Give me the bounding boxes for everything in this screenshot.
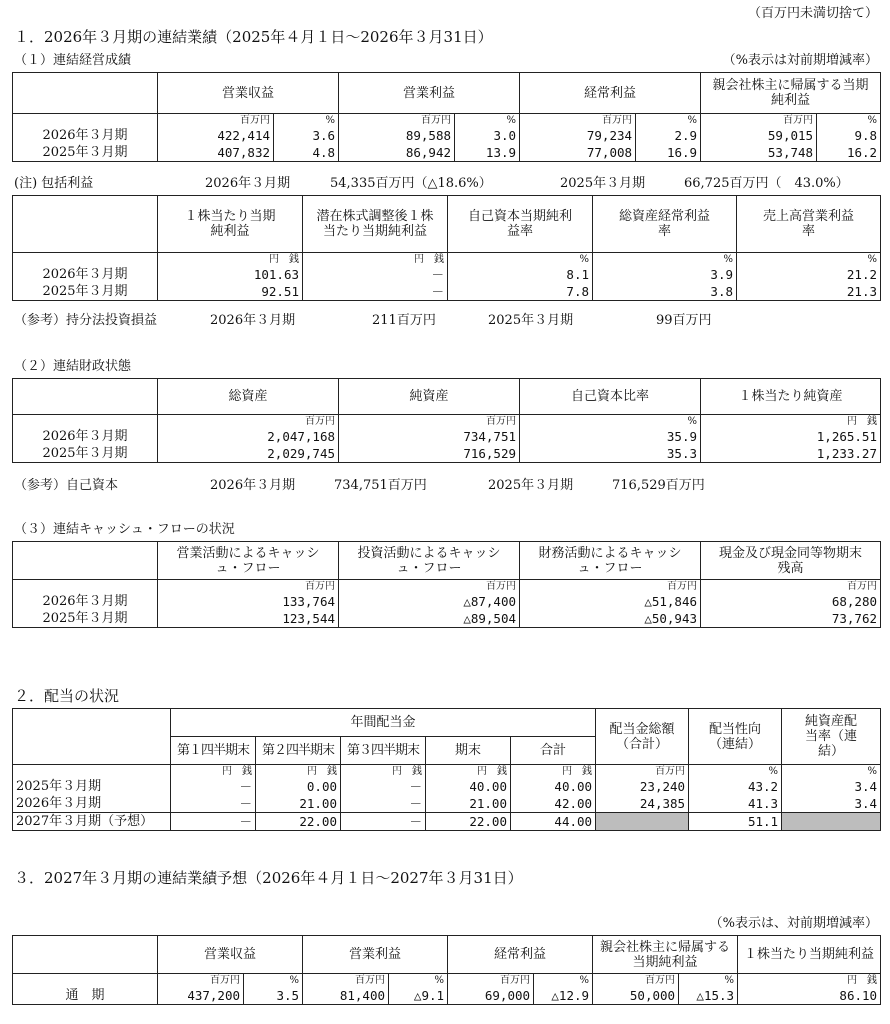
unit-cell: % xyxy=(689,765,782,779)
s2-subtitle: （２）連結財政状態 xyxy=(14,359,132,374)
header-investing-cf: 投資活動によるキャッシュ・フロー xyxy=(339,542,520,580)
value-cell: 4.8 xyxy=(274,144,339,162)
value-cell: 407,832 xyxy=(158,144,274,162)
unit-cell: % xyxy=(455,114,520,128)
row-label: 通 期 xyxy=(13,987,158,1005)
header-eps: １株当たり当期純利益 xyxy=(158,196,303,253)
header-q3-end: 第３四半期末 xyxy=(341,737,426,765)
header-payout-ratio: 配当性向（連結） xyxy=(689,709,782,765)
unit-cell: % xyxy=(448,253,593,267)
header-operating-cf: 営業活動によるキャッシュ・フロー xyxy=(158,542,339,580)
table-row xyxy=(13,127,881,144)
value-cell: 1,233.27 xyxy=(701,445,881,463)
unit-row-label xyxy=(13,415,158,429)
table-row xyxy=(13,987,881,1005)
row-label: 2025年３月期 xyxy=(13,778,171,795)
unit-cell: % xyxy=(534,974,593,988)
table-row xyxy=(13,283,881,301)
header-equity-ratio: 自己資本比率 xyxy=(520,379,701,415)
header-ordinary-income: 経常利益 xyxy=(448,936,593,974)
row-label: 2025年３月期 xyxy=(13,283,158,301)
row-label: 2025年３月期 xyxy=(13,445,158,463)
value-cell: 86,942 xyxy=(339,144,455,162)
value-cell: 21.2 xyxy=(737,266,881,283)
unit-cell: 円 銭 xyxy=(303,253,448,267)
row-label: 2026年３月期 xyxy=(13,795,171,813)
table-row xyxy=(13,445,881,463)
operating-results-table xyxy=(12,72,881,162)
forecast-table xyxy=(12,935,881,1005)
note-year: 2026年３月期 xyxy=(210,478,296,493)
header-operating-income: 営業利益 xyxy=(303,936,448,974)
value-cell: － xyxy=(341,795,426,813)
header-year-end: 期末 xyxy=(426,737,511,765)
s1-subtitle: （１）連結経営成績 xyxy=(14,53,132,68)
value-cell: 73,762 xyxy=(701,610,881,628)
value-cell: 92.51 xyxy=(158,283,303,301)
value-cell: △12.9 xyxy=(534,987,593,1005)
unit-cell: % xyxy=(389,974,448,988)
comprehensive-income-note: (注) 包括利益 xyxy=(14,176,94,191)
unit-cell: 百万円 xyxy=(339,415,520,429)
unit-cell: % xyxy=(737,253,881,267)
value-cell: 79,234 xyxy=(520,127,636,144)
unit-note: （百万円未満切捨て） xyxy=(747,6,878,21)
unit-cell: 円 銭 xyxy=(511,765,596,779)
unit-cell: 百万円 xyxy=(596,765,689,779)
note-year: 2025年３月期 xyxy=(560,176,646,191)
value-cell: 43.2 xyxy=(689,778,782,795)
s3-subtitle: （３）連結キャッシュ・フローの状況 xyxy=(14,522,235,537)
value-cell: 40.00 xyxy=(426,778,511,795)
value-cell: 2,029,745 xyxy=(158,445,339,463)
header-eps: １株当たり当期純利益 xyxy=(738,936,881,974)
value-cell: － xyxy=(341,813,426,831)
table-row xyxy=(13,266,881,283)
unit-cell: % xyxy=(593,253,737,267)
value-cell: 22.00 xyxy=(256,813,341,831)
value-cell: △89,504 xyxy=(339,610,520,628)
value-cell: 16.2 xyxy=(817,144,881,162)
row-label: 2027年３月期（予想） xyxy=(13,813,171,831)
value-cell: － xyxy=(341,778,426,795)
value-cell: 69,000 xyxy=(448,987,534,1005)
header-financing-cf: 財務活動によるキャッシュ・フロー xyxy=(520,542,701,580)
value-cell: － xyxy=(303,283,448,301)
unit-cell: % xyxy=(817,114,881,128)
value-cell: 35.9 xyxy=(520,428,701,445)
row-label: 2026年３月期 xyxy=(13,428,158,445)
shaded-cell xyxy=(782,813,881,831)
table-row xyxy=(13,144,881,162)
note-year: 2025年３月期 xyxy=(488,478,574,493)
header-net-assets: 純資産 xyxy=(339,379,520,415)
header-revenue: 営業収益 xyxy=(158,936,303,974)
header-corner xyxy=(13,936,158,974)
header-roe: 自己資本当期純利益率 xyxy=(448,196,593,253)
table-row xyxy=(13,795,881,813)
header-q1-end: 第１四半期末 xyxy=(171,737,256,765)
note-value: 734,751百万円 xyxy=(334,478,427,493)
header-roa: 総資産経常利益率 xyxy=(593,196,737,253)
value-cell: 77,008 xyxy=(520,144,636,162)
value-cell: 101.63 xyxy=(158,266,303,283)
value-cell: 3.5 xyxy=(244,987,303,1005)
header-diluted-eps: 潜在株式調整後１株当たり当期純利益 xyxy=(303,196,448,253)
header-net-income: 親会社株主に帰属する当期純利益 xyxy=(593,936,738,974)
unit-row-label xyxy=(13,580,158,594)
header-corner xyxy=(13,542,158,580)
unit-cell: 円 銭 xyxy=(341,765,426,779)
table-row xyxy=(13,428,881,445)
table-row xyxy=(13,813,881,831)
unit-cell: 百万円 xyxy=(448,974,534,988)
unit-cell: % xyxy=(274,114,339,128)
value-cell: 59,015 xyxy=(701,127,817,144)
value-cell: 422,414 xyxy=(158,127,274,144)
s1-pct-note: （%表示は対前期増減率） xyxy=(722,53,878,68)
value-cell: 3.6 xyxy=(274,127,339,144)
table-row xyxy=(13,778,881,795)
row-label: 2026年３月期 xyxy=(13,127,158,144)
header-corner xyxy=(13,73,158,114)
section1-title: １．2026年３月期の連結業績（2025年４月１日～2026年３月31日） xyxy=(14,28,493,46)
value-cell: 123,544 xyxy=(158,610,339,628)
note-year: 2026年３月期 xyxy=(205,176,291,191)
value-cell: 0.00 xyxy=(256,778,341,795)
value-cell: 53,748 xyxy=(701,144,817,162)
header-bps: １株当たり純資産 xyxy=(701,379,881,415)
unit-cell: % xyxy=(520,415,701,429)
note-value: 99百万円 xyxy=(656,313,712,328)
value-cell: 81,400 xyxy=(303,987,389,1005)
equity-capital-note: （参考）自己資本 xyxy=(14,478,119,493)
value-cell: 2,047,168 xyxy=(158,428,339,445)
unit-cell: 百万円 xyxy=(339,580,520,594)
row-label: 2026年３月期 xyxy=(13,266,158,283)
unit-cell: 百万円 xyxy=(158,974,244,988)
unit-row-label xyxy=(13,765,171,779)
value-cell: 23,240 xyxy=(596,778,689,795)
row-label: 2025年３月期 xyxy=(13,144,158,162)
unit-cell: 百万円 xyxy=(593,974,679,988)
unit-cell: 百万円 xyxy=(158,415,339,429)
value-cell: 3.8 xyxy=(593,283,737,301)
value-cell: 734,751 xyxy=(339,428,520,445)
unit-row-label xyxy=(13,253,158,267)
unit-cell: % xyxy=(679,974,738,988)
table-row xyxy=(13,593,881,610)
value-cell: 21.3 xyxy=(737,283,881,301)
unit-cell: 百万円 xyxy=(520,580,701,594)
value-cell: 133,764 xyxy=(158,593,339,610)
unit-cell: 百万円 xyxy=(158,114,274,128)
row-label: 2025年３月期 xyxy=(13,610,158,628)
unit-cell: 百万円 xyxy=(701,580,881,594)
header-total-assets: 総資産 xyxy=(158,379,339,415)
value-cell: 24,385 xyxy=(596,795,689,813)
unit-cell: 百万円 xyxy=(158,580,339,594)
value-cell: △15.3 xyxy=(679,987,738,1005)
unit-cell: 円 銭 xyxy=(158,253,303,267)
header-operating-margin: 売上高営業利益率 xyxy=(737,196,881,253)
value-cell: 3.4 xyxy=(782,778,881,795)
value-cell: 7.8 xyxy=(448,283,593,301)
unit-cell: 百万円 xyxy=(520,114,636,128)
header-total: 合計 xyxy=(511,737,596,765)
header-operating-income: 営業利益 xyxy=(339,73,520,114)
note-value: 66,725百万円（ 43.0%） xyxy=(684,176,849,191)
value-cell: 22.00 xyxy=(426,813,511,831)
value-cell: － xyxy=(171,778,256,795)
value-cell: 3.4 xyxy=(782,795,881,813)
unit-cell: 円 銭 xyxy=(256,765,341,779)
value-cell: △50,943 xyxy=(520,610,701,628)
row-label: 2026年３月期 xyxy=(13,593,158,610)
shaded-cell xyxy=(596,813,689,831)
value-cell: △9.1 xyxy=(389,987,448,1005)
note-year: 2025年３月期 xyxy=(488,313,574,328)
value-cell: △51,846 xyxy=(520,593,701,610)
unit-row-label xyxy=(13,114,158,128)
value-cell: 89,588 xyxy=(339,127,455,144)
value-cell: 1,265.51 xyxy=(701,428,881,445)
table-row xyxy=(13,610,881,628)
unit-cell: 円 銭 xyxy=(171,765,256,779)
value-cell: 13.9 xyxy=(455,144,520,162)
unit-cell: 百万円 xyxy=(701,114,817,128)
unit-cell: % xyxy=(782,765,881,779)
header-ordinary-income: 経常利益 xyxy=(520,73,701,114)
unit-cell: 円 銭 xyxy=(738,974,881,988)
header-corner xyxy=(13,379,158,415)
header-cash-balance: 現金及び現金同等物期末残高 xyxy=(701,542,881,580)
value-cell: 50,000 xyxy=(593,987,679,1005)
header-corner xyxy=(13,709,171,765)
value-cell: 41.3 xyxy=(689,795,782,813)
unit-cell: % xyxy=(244,974,303,988)
value-cell: 44.00 xyxy=(511,813,596,831)
unit-cell: % xyxy=(636,114,701,128)
unit-row-label xyxy=(13,974,158,988)
value-cell: 21.00 xyxy=(426,795,511,813)
header-revenue: 営業収益 xyxy=(158,73,339,114)
header-q2-end: 第２四半期末 xyxy=(256,737,341,765)
value-cell: 40.00 xyxy=(511,778,596,795)
unit-cell: 円 銭 xyxy=(426,765,511,779)
value-cell: 21.00 xyxy=(256,795,341,813)
section2-title: ２．配当の状況 xyxy=(14,687,120,705)
unit-cell: 百万円 xyxy=(303,974,389,988)
value-cell: 2.9 xyxy=(636,127,701,144)
note-value: 211百万円 xyxy=(372,313,436,328)
cash-flow-table xyxy=(12,541,881,628)
value-cell: － xyxy=(171,795,256,813)
value-cell: 716,529 xyxy=(339,445,520,463)
header-annual-dividend: 年間配当金 xyxy=(171,709,596,737)
dividends-table xyxy=(12,708,881,831)
financial-position-table xyxy=(12,378,881,463)
value-cell: 16.9 xyxy=(636,144,701,162)
equity-method-note: （参考）持分法投資損益 xyxy=(14,313,158,328)
value-cell: 3.9 xyxy=(593,266,737,283)
header-net-income: 親会社株主に帰属する当期純利益 xyxy=(701,73,881,114)
header-total-dividends: 配当金総額（合計） xyxy=(596,709,689,765)
per-share-ratios-table xyxy=(12,195,881,301)
fc-pct-note: （%表示は、対前期増減率） xyxy=(709,916,878,931)
value-cell: 35.3 xyxy=(520,445,701,463)
value-cell: 9.8 xyxy=(817,127,881,144)
value-cell: 42.00 xyxy=(511,795,596,813)
value-cell: 86.10 xyxy=(738,987,881,1005)
note-value: 716,529百万円 xyxy=(612,478,705,493)
value-cell: 3.0 xyxy=(455,127,520,144)
unit-cell: 百万円 xyxy=(339,114,455,128)
value-cell: 8.1 xyxy=(448,266,593,283)
value-cell: 68,280 xyxy=(701,593,881,610)
value-cell: － xyxy=(171,813,256,831)
note-year: 2026年３月期 xyxy=(210,313,296,328)
value-cell: 437,200 xyxy=(158,987,244,1005)
unit-cell: 円 銭 xyxy=(701,415,881,429)
value-cell: 51.1 xyxy=(689,813,782,831)
section3-title: ３．2027年３月期の連結業績予想（2026年４月１日～2027年３月31日） xyxy=(14,869,523,887)
value-cell: － xyxy=(303,266,448,283)
note-value: 54,335百万円（△18.6%） xyxy=(330,176,492,191)
header-corner xyxy=(13,196,158,253)
value-cell: △87,400 xyxy=(339,593,520,610)
header-doe: 純資産配当率（連結） xyxy=(782,709,881,765)
